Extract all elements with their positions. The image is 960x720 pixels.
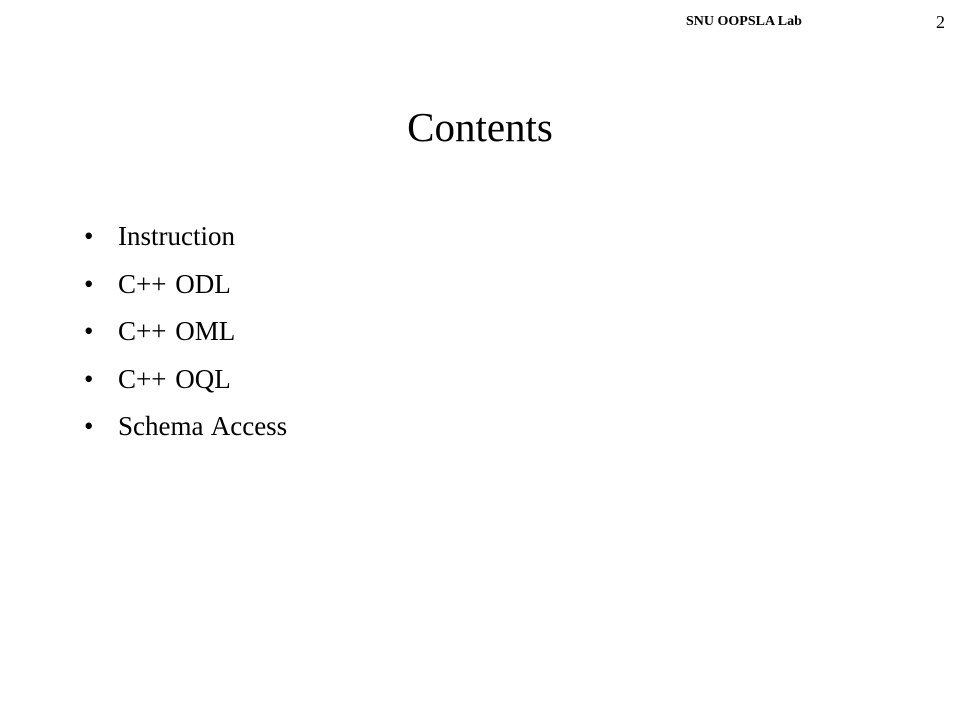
- page-number: 2: [936, 12, 945, 32]
- list-item-label: C++ ODL: [118, 268, 231, 299]
- list-item-label: C++ OML: [118, 316, 236, 346]
- list-item-label: C++ OQL: [118, 363, 231, 394]
- bullet-icon: •: [84, 268, 94, 299]
- list-item-label: Instruction: [118, 221, 235, 251]
- bullet-icon: •: [84, 411, 94, 441]
- header-lab-name: SNU OOPSLA Lab: [686, 14, 802, 29]
- slide-title: Contents: [407, 104, 553, 150]
- bullet-icon: •: [84, 221, 94, 251]
- bullet-icon: •: [84, 363, 94, 394]
- list-item-label: Schema Access: [118, 411, 288, 441]
- bullet-icon: •: [84, 316, 94, 346]
